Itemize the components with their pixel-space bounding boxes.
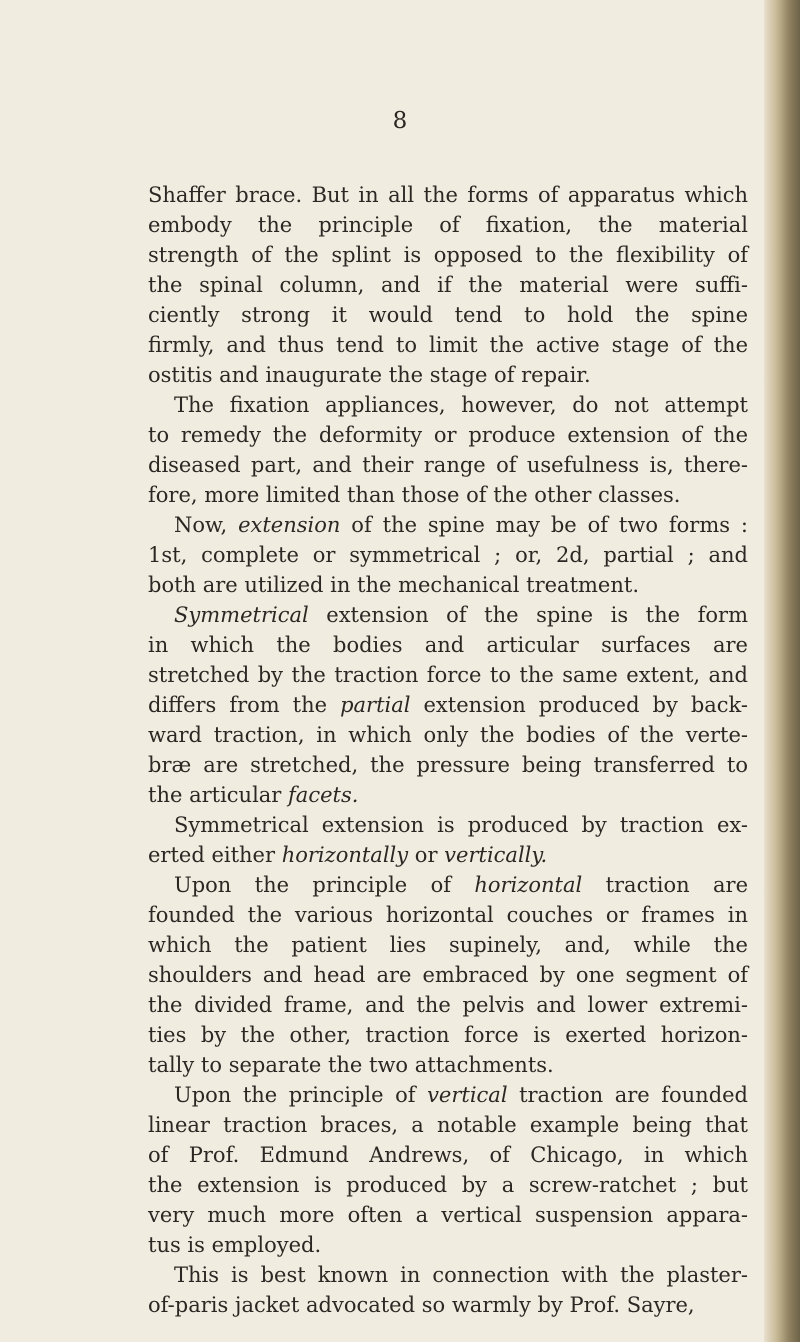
text-line: the divided frame, and the pelvis and lower extremi- xyxy=(148,993,748,1017)
text-line xyxy=(148,690,748,720)
text-line: in which the bodies and articular surfaces are xyxy=(148,633,748,657)
text-line: very much more often a vertical suspension appara- xyxy=(148,1203,748,1227)
text-line xyxy=(148,870,748,900)
italic-run: partial xyxy=(340,693,411,717)
text-line: stretched by the traction force to the same extent, and xyxy=(148,663,748,687)
text-line xyxy=(148,510,748,540)
text-line: This is best known in connection with the plaster- xyxy=(174,1263,748,1287)
text-run: Upon the principle of xyxy=(174,1083,428,1107)
page-number: 8 xyxy=(392,108,408,134)
text-run: extension produced by back- xyxy=(410,693,749,717)
text-line: diseased part, and their range of usefulness is, there- xyxy=(148,453,748,477)
italic-run: vertical xyxy=(427,1083,508,1107)
italic-run: vertically. xyxy=(444,843,548,867)
text-line: shoulders and head are embraced by one segment of xyxy=(148,963,748,987)
text-run: Upon the principle of xyxy=(174,873,475,897)
text-run: Now, xyxy=(174,513,239,537)
text-run: differs from the xyxy=(148,693,341,717)
text-line: tus is employed. xyxy=(148,1233,322,1257)
text-line: of Prof. Edmund Andrews, of Chicago, in which xyxy=(148,1143,748,1167)
text-line: both are utilized in the mechanical treatment. xyxy=(148,573,639,597)
text-run: traction are xyxy=(582,873,748,897)
text-line: Symmetrical extension is produced by traction ex- xyxy=(174,813,748,837)
text-run: or xyxy=(408,843,445,867)
text-line: ostitis and inaugurate the stage of repair. xyxy=(148,363,591,387)
text-run: of the spine may be of two forms : xyxy=(340,513,748,537)
text-line: The fixation appliances, however, do not attempt xyxy=(174,393,748,417)
text-line: bræ are stretched, the pressure being transferred to xyxy=(148,753,748,777)
italic-run: Symmetrical xyxy=(174,603,309,627)
text-line xyxy=(148,600,748,630)
text-line: linear traction braces, a notable example being that xyxy=(148,1113,748,1137)
text-line: Shaffer brace. But in all the forms of apparatus which xyxy=(148,183,748,207)
page-edge xyxy=(764,0,800,1342)
body-text xyxy=(148,180,748,1320)
text-run: traction are founded xyxy=(507,1083,749,1107)
text-line: the extension is produced by a screw-ratchet ; but xyxy=(148,1173,748,1197)
text-line xyxy=(148,780,748,810)
text-line: firmly, and thus tend to limit the active stage of the xyxy=(148,333,748,357)
text-line: founded the various horizontal couches or frames in xyxy=(148,903,748,927)
text-line xyxy=(148,1080,748,1110)
text-run: extension of the spine is the form xyxy=(308,603,748,627)
text-line: which the patient lies supinely, and, while the xyxy=(148,933,748,957)
text-line: strength of the splint is opposed to the flexibility of xyxy=(148,243,748,267)
italic-run: facets. xyxy=(288,783,359,807)
text-line: ciently strong it would tend to hold the spine xyxy=(148,303,748,327)
text-line: 1st, complete or symmetrical ; or, 2d, partial ; and xyxy=(148,543,748,567)
text-line: fore, more limited than those of the other classes. xyxy=(148,483,681,507)
text-line: to remedy the deformity or produce extension of the xyxy=(148,423,748,447)
italic-run: extension xyxy=(238,513,341,537)
text-run: erted either xyxy=(148,843,282,867)
text-line: ties by the other, traction force is exerted horizon- xyxy=(148,1023,748,1047)
text-line: the spinal column, and if the material were suffi- xyxy=(148,273,748,297)
text-line: embody the principle of fixation, the material xyxy=(148,213,748,237)
text-line: of-paris jacket advocated so warmly by Prof. Sayre, xyxy=(148,1293,695,1317)
text-run: the articular xyxy=(148,783,289,807)
text-line xyxy=(148,840,748,870)
text-line: tally to separate the two attachments. xyxy=(148,1053,554,1077)
italic-run: horizontally xyxy=(281,843,409,867)
text-line: ward traction, in which only the bodies of the verte- xyxy=(148,723,748,747)
italic-run: horizontal xyxy=(474,873,583,897)
